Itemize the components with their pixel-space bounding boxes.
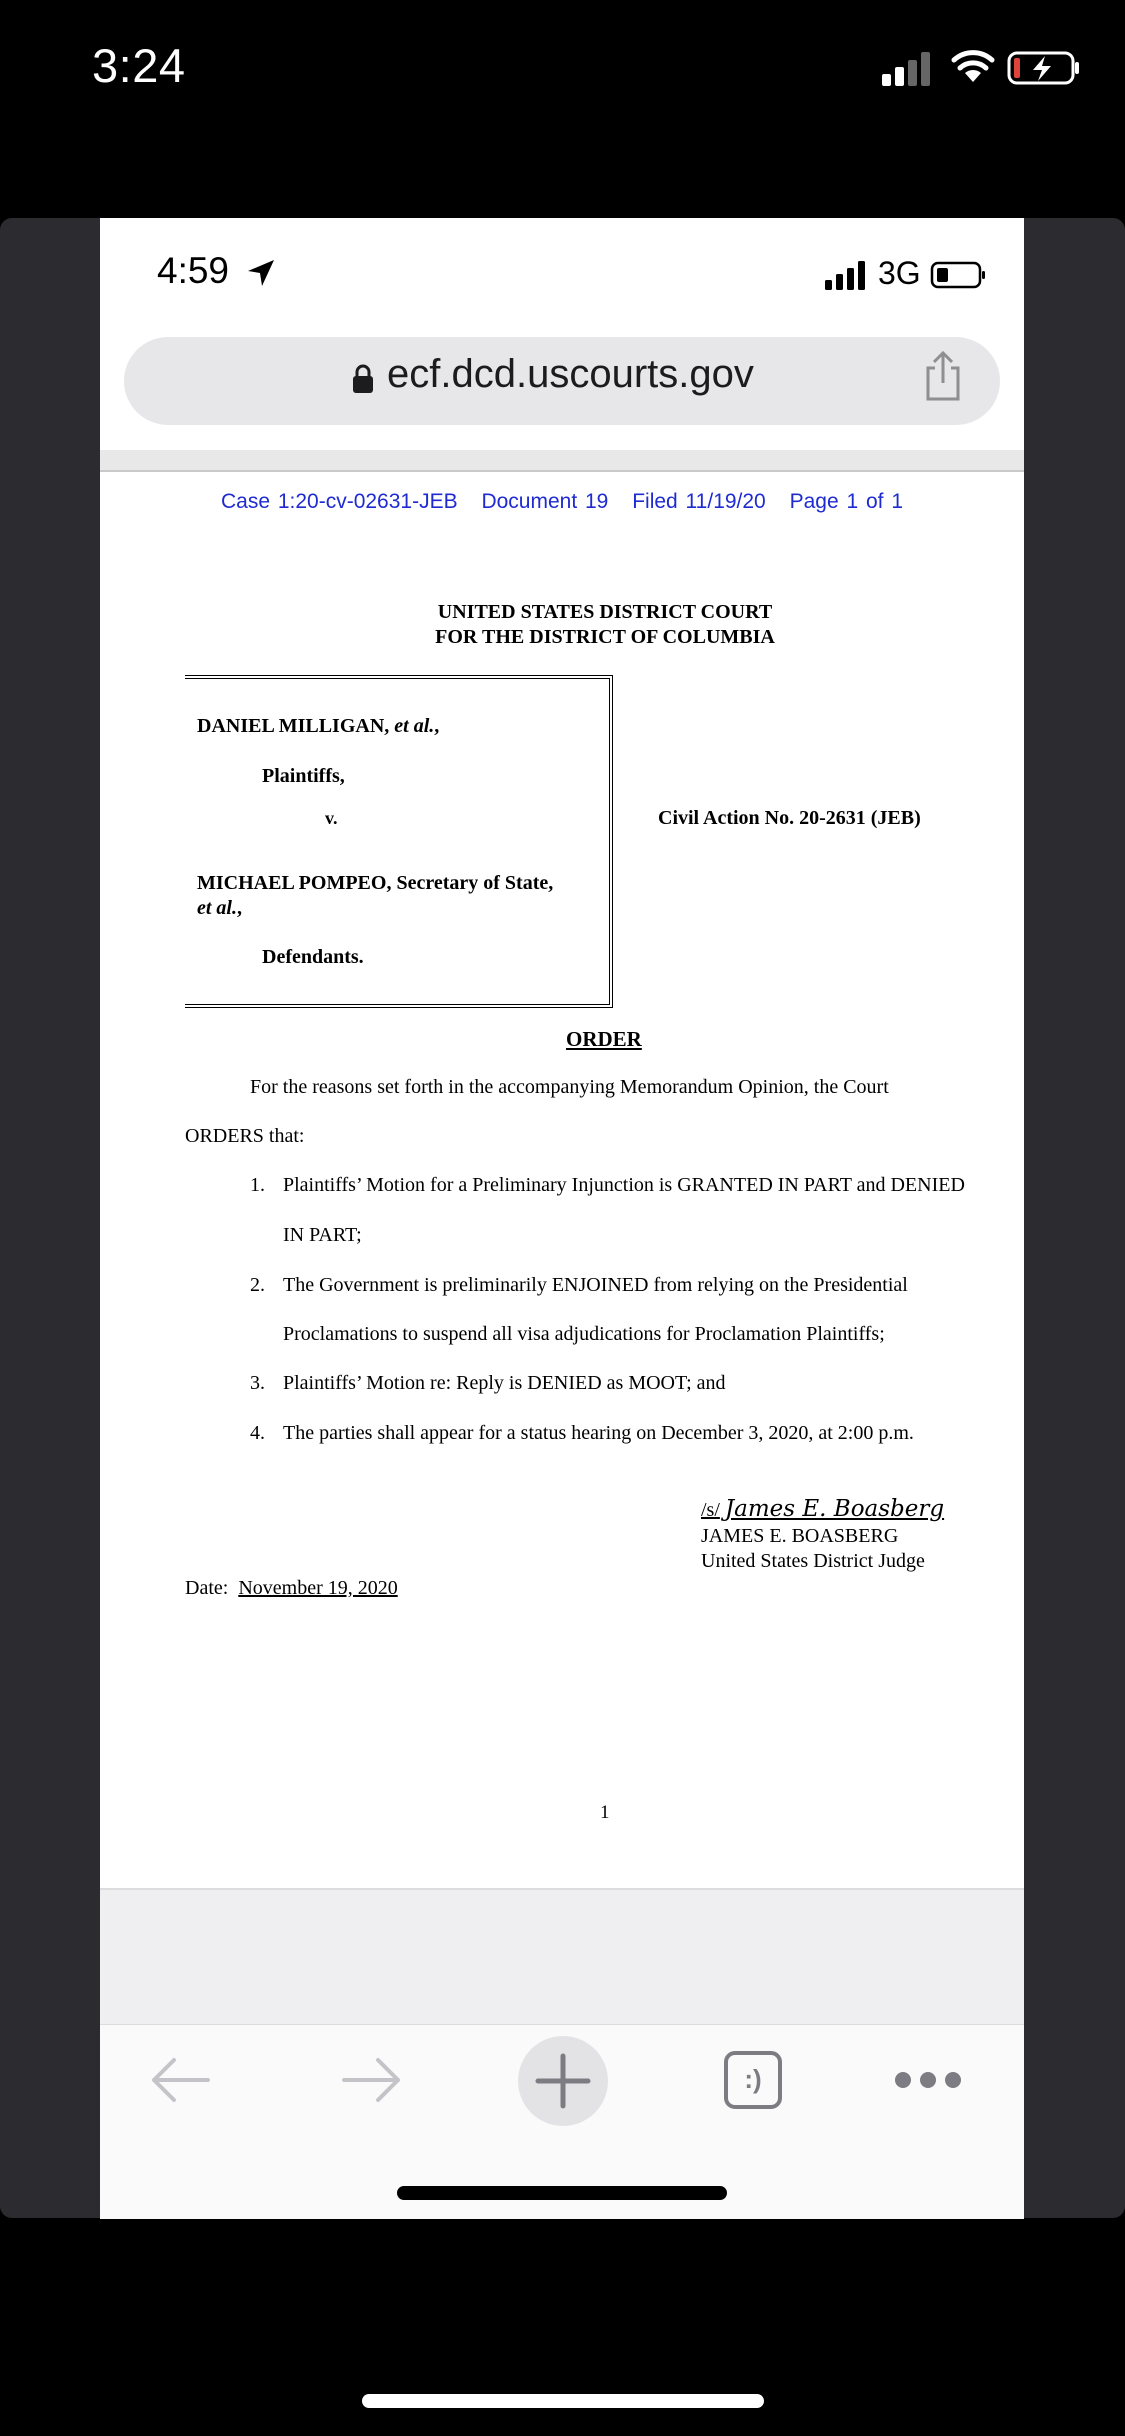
ellipsis-icon[interactable] xyxy=(893,2068,963,2092)
wifi-icon xyxy=(950,46,996,84)
lock-icon xyxy=(352,364,374,394)
document-top-edge xyxy=(100,450,1024,472)
defendant-name xyxy=(197,871,597,921)
network-type-label: 3G xyxy=(878,255,921,291)
judge-name: JAMES E. BOASBERG xyxy=(701,1525,899,1547)
inner-status-time: 4:59 xyxy=(157,250,230,291)
date-label: Date: xyxy=(185,1577,229,1599)
court-district: FOR THE DISTRICT OF COLUMBIA xyxy=(435,626,775,648)
order-item-number: 2. xyxy=(250,1274,265,1296)
order-item-number: 4. xyxy=(250,1422,265,1444)
order-item-text-cont: Proclamations to suspend all visa adjudications for Proclamation Plaintiffs; xyxy=(283,1323,885,1345)
url-text[interactable]: ecf.dcd.uscourts.gov xyxy=(387,352,754,396)
order-title: ORDER xyxy=(566,1027,642,1051)
intro-paragraph: For the reasons set forth in the accompanying Memorandum Opinion, the Court xyxy=(250,1076,889,1098)
outer-status-time: 3:24 xyxy=(92,39,186,92)
defendant-comma: , xyxy=(237,897,242,919)
judge-title: United States District Judge xyxy=(701,1550,925,1572)
plaintiff-name xyxy=(197,715,439,738)
order-item-text-cont: IN PART; xyxy=(283,1224,362,1246)
filed-date: Filed 11/19/20 xyxy=(632,490,766,513)
inner-battery-icon xyxy=(930,260,988,290)
location-arrow-icon xyxy=(246,258,276,288)
plus-icon xyxy=(518,2036,608,2126)
intro-paragraph-cont: ORDERS that: xyxy=(185,1125,305,1147)
defendants-label: Defendants. xyxy=(262,946,364,968)
plaintiff-comma: , xyxy=(434,715,440,737)
order-item-number: 1. xyxy=(250,1174,265,1196)
versus-label: v. xyxy=(325,808,338,828)
share-icon[interactable] xyxy=(922,350,964,402)
page-number: 1 xyxy=(600,1802,610,1823)
ecf-header xyxy=(100,490,1024,514)
case-number: Case 1:20-cv-02631-JEB xyxy=(220,490,458,513)
new-tab-button[interactable] xyxy=(518,2036,608,2126)
order-item-text: The parties shall appear for a status hearing on December 3, 2020, at 2:00 p.m. xyxy=(283,1422,914,1444)
plaintiff-et-al: et al. xyxy=(394,715,435,737)
order-item-text: Plaintiffs’ Motion re: Reply is DENIED as MOOT; and xyxy=(283,1372,726,1394)
inner-home-indicator[interactable] xyxy=(397,2186,727,2200)
plaintiff-name-text: DANIEL MILLIGAN, xyxy=(197,715,390,737)
signature-script: James E. Boasberg xyxy=(724,1496,945,1522)
order-date xyxy=(185,1577,398,1600)
order-item-number: 3. xyxy=(250,1372,265,1394)
inner-cell-signal-icon xyxy=(824,260,868,290)
signature-line xyxy=(701,1496,944,1522)
defendant-name-text: MICHAEL POMPEO, Secretary of State, xyxy=(197,872,554,894)
cell-signal-icon xyxy=(880,50,936,86)
plaintiffs-label: Plaintiffs, xyxy=(262,765,345,787)
document-number: Document 19 xyxy=(481,490,609,513)
signature-prefix: /s/ xyxy=(701,1499,720,1521)
court-name: UNITED STATES DISTRICT COURT xyxy=(437,601,773,623)
forward-arrow-icon[interactable] xyxy=(340,2052,404,2108)
tabs-button[interactable] xyxy=(723,2050,783,2110)
tabs-count-label: :) xyxy=(744,2064,762,2094)
order-item-text: The Government is preliminarily ENJOINED from relying on the Presidential xyxy=(283,1274,908,1296)
order-item-text: Plaintiffs’ Motion for a Preliminary Injunction is GRANTED IN PART and DENIED xyxy=(283,1174,965,1196)
home-indicator[interactable] xyxy=(362,2394,764,2408)
civil-action-number: Civil Action No. 20-2631 (JEB) xyxy=(658,807,921,829)
defendant-et-al: et al. xyxy=(197,897,237,919)
battery-charging-icon xyxy=(1007,50,1081,86)
date-value: November 19, 2020 xyxy=(238,1577,398,1599)
back-arrow-icon[interactable] xyxy=(148,2052,212,2108)
page-count: Page 1 of 1 xyxy=(789,490,904,513)
document-bottom-area xyxy=(100,1888,1024,2026)
